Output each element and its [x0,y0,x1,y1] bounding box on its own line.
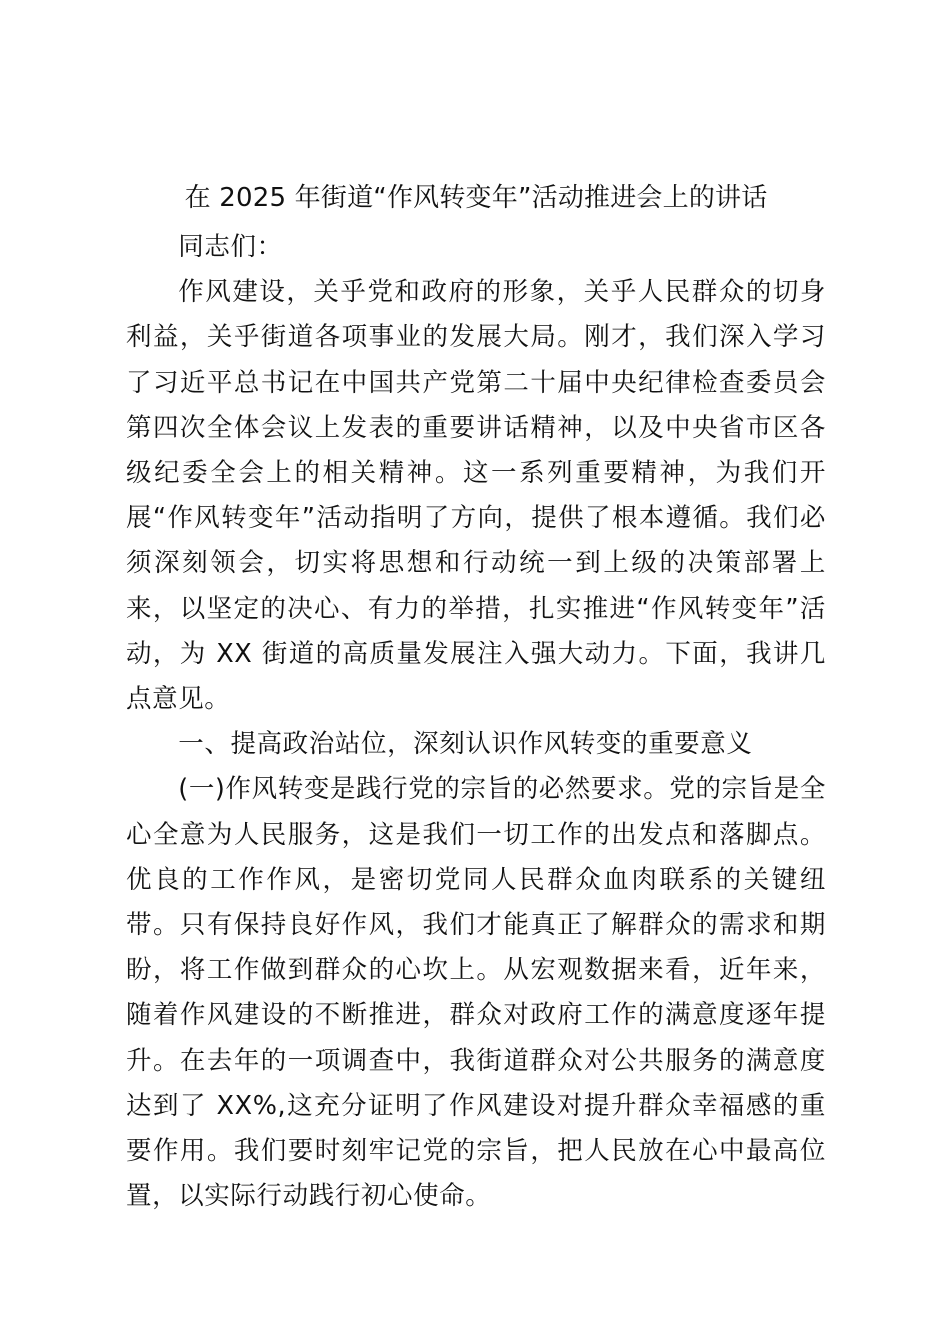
subsection-paragraph: (一)作风转变是践行党的宗旨的必然要求。党的宗旨是全心全意为人民服务，这是我们一切工作的出发点和落脚点。优良的工作作风，是密切党同人民群众血肉联系的关键纽带。只有保持良好作风，我们才能真正了解群众的需求和期盼，将工作做到群众的心坎上。从宏观数据来看，近年来，随着作风建设的不断推进，群众对政府工作的满意度逐年提升。在去年的一项调查中，我街道群众对公共服务的满意度达到了 XX%,这充分证明了作风建设对提升群众幸福感的重要作用。我们要时刻牢记党的宗旨，把人民放在心中最高位置，以实际行动践行初心使命。 [126,774,826,1212]
document-title: 在 2025 年街道“作风转变年”活动推进会上的讲话 [184,183,768,213]
salutation: 同志们： [178,232,283,262]
section-heading: 一、提高政治站位，深刻认识作风转变的重要意义 [178,729,753,760]
intro-paragraph: 作风建设，关乎党和政府的形象，关乎人民群众的切身利益，关乎街道各项事业的发展大局。刚才，我们深入学习了习近平总书记在中国共产党第二十届中央纪律检查委员会第四次全体会议上发表的重要讲话精神，以及中央省市区各级纪委全会上的相关精神。这一系列重要精神，为我们开展“作风转变年”活动指明了方向，提供了根本遵循。我们必须深刻领会，切实将思想和行动统一到上级的决策部署上来，以坚定的决心、有力的举措，扎实推进“作风转变年”活动，为 XX 街道的高质量发展注入强大动力。下面，我讲几点意见。 [126,277,826,715]
document-body [126,225,826,1219]
